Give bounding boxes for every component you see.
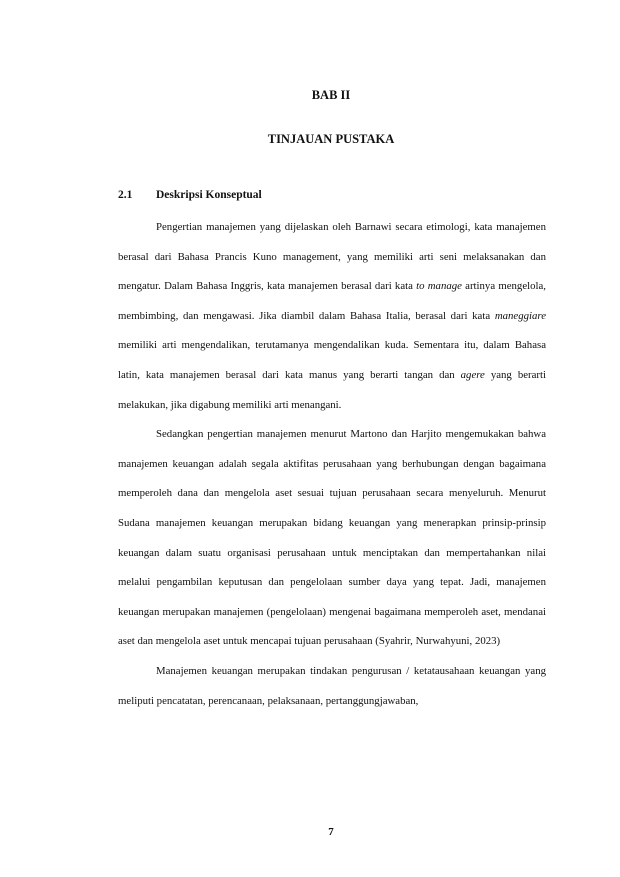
term-agere: agere	[460, 368, 485, 381]
paragraph-3: Manajemen keuangan merupakan tindakan pengurusan / ketatausahaan keuangan yang meliputi pencatatan, perencanaan, pelaksanaan, pertanggungjawaban,	[118, 664, 546, 707]
paragraph-1-text-d: yang berarti melakukan, jika digabung memiliki arti menangani.	[118, 368, 546, 411]
paragraph-1	[118, 213, 546, 420]
section-heading	[118, 189, 262, 201]
chapter-label: BAB II	[311, 88, 351, 102]
paragraph-1-text-a: Pengertian manajemen yang dijelaskan oleh Barnawi secara etimologi, kata manajemen berasal dari Bahasa Prancis Kuno management, yang memiliki arti seni melaksanakan dan mengatur. Dalam Bahasa Inggris, kata manajemen berasal dari kata	[118, 221, 546, 293]
page-number: 7	[328, 826, 334, 838]
chapter-title: TINJAUAN PUSTAKA	[267, 132, 395, 146]
paragraph-1-text-b: artinya mengelola, membimbing, dan mengawasi. Jika diambil dalam Bahasa Italia, berasal dari kata	[118, 280, 547, 322]
paragraph-2: Sedangkan pengertian manajemen menurut Martono dan Harjito mengemukakan bahwa manajemen keuangan adalah segala aktifitas perusahaan yang berhubungan dengan bagaimana memperoleh dana dan mengelola aset sesuai tujuan perusahaan secara menyeluruh. Menurut Sudana manajemen keuangan merupakan bidang keuangan yang menerapkan prinsip-prinsip keuangan dalam suatu organisasi perusahaan untuk menciptakan dan mempertahankan nilai melalui pengambilan keputusan dan pengelolaan sumber daya yang tepat. Jadi, manajemen keuangan merupakan manajemen (pengelolaan) mengenai bagaimana memperoleh aset, mendanai aset dan mengelola aset untuk mencapai tujuan perusahaan (Syahrir, Nurwahyuni, 2023)	[118, 428, 546, 648]
section-number: 2.1	[118, 189, 133, 201]
paragraph-1-text-c: memiliki arti mengendalikan, terutamanya mengendalikan kuda. Sementara itu, dalam Bahasa latin, kata manajemen berasal dari kata manus yang berarti tangan dan	[118, 339, 546, 381]
term-maneggiare: maneggiare	[494, 309, 546, 322]
term-to-manage: to manage	[416, 280, 462, 293]
body-text	[118, 213, 546, 716]
section-title: Deskripsi Konseptual	[156, 189, 262, 201]
